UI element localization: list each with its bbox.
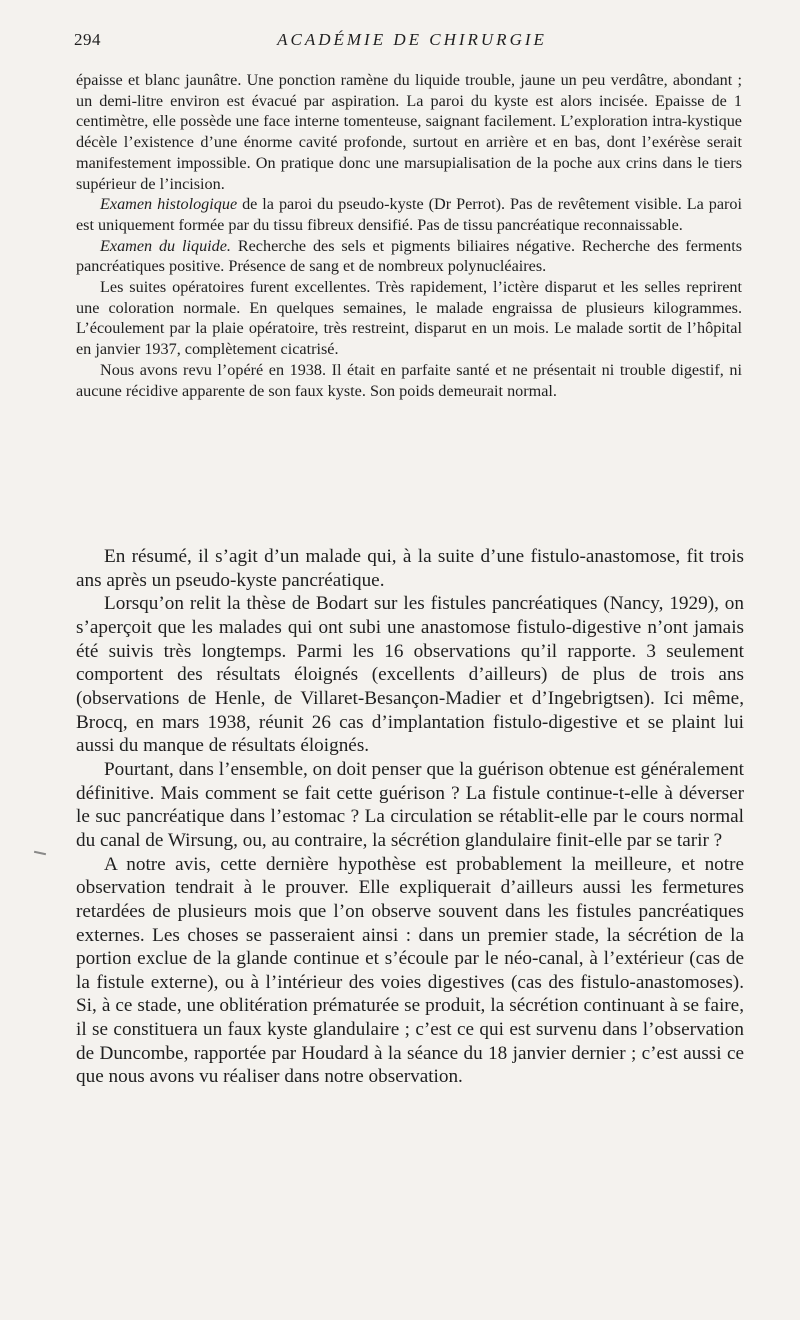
small-paragraph-5: Nous avons revu l’opéré en 1938. Il était en parfaite santé et ne présentait ni trouble digestif, ni aucune récidive apparente de son faux kyste. Son poids demeurait normal. xyxy=(76,360,742,400)
margin-mark xyxy=(34,851,46,855)
small-paragraph-4: Les suites opératoires furent excellentes. Très rapidement, l’ictère disparut et les selles reprirent une coloration normale. En quelques semaines, le malade engraissa de plusieurs kilogrammes. L’écoulement par la plaie opératoire, très restreint, disparut en un mois. Le malade sortit de l’hôpital en janvier 1937, complètement cicatrisé. xyxy=(76,278,742,359)
page-number: 294 xyxy=(74,30,101,49)
large-paragraph-1: En résumé, il s’agit d’un malade qui, à la suite d’une fistulo-anastomose, fit trois ans après un pseudo-kyste pancréatique. xyxy=(76,546,744,591)
large-paragraph-4: A notre avis, cette dernière hypothèse est probablement la meilleure, et notre observation tendrait à le prouver. Elle expliquerait d’ailleurs aussi les fermetures retardées de plusieurs mois que l’on observe souvent dans les fistules pancréatiques externes. Les choses se passeraient ainsi : dans un premier stade, la sécrétion de la portion exclue de la glande continue et s’écoule par le néo-canal, à l’extérieur (cas de la fistule externe), ou à l’intérieur des voies digestives (cas des fistulo-anastomoses). Si, à ce stade, une oblitération prématurée se produit, la sécrétion continuant à se faire, il se constituera un faux kyste glandulaire ; c’est ce qui est survenu dans l’observation de Duncombe, rapportée par Houdard à la séance du 18 janvier dernier ; c’est aussi ce que nous avons vu réaliser dans notre observation. xyxy=(76,853,744,1088)
large-paragraph-3: Pourtant, dans l’ensemble, on doit penser que la guérison obtenue est généralement définitive. Mais comment se fait cette guérison ? La fistule continue-t-elle à déverser le suc pancréatique dans l’estomac ? La circulation se rétablit-elle par le cours normal du canal de Wirsung, ou, au contraire, la sécrétion glandulaire finit-elle par se tarir ? xyxy=(76,758,744,851)
histology-text: de la paroi du pseudo-kyste (Dr Perrot). Pas de revêtement visible. La paroi est uniquement formée par du tissu fibreux densifié. Pas de tissu pancréatique reconnaissable. xyxy=(76,195,742,234)
small-paragraph-1: épaisse et blanc jaunâtre. Une ponction ramène du liquide trouble, jaune un peu verdâtre, abondant ; un demi-litre environ est évacué par aspiration. La paroi du kyste est alors incisée. Epaisse de 1 centimètre, elle possède une face interne tomenteuse, saignant facilement. L’exploration intra-kystique décèle l’existence d’une énorme cavité profonde, surtout en arrière et en bas, dont l’exérèse serait manifestement impossible. On pratique donc une marsupialisation de la poche aux crins dans le tiers supérieur de l’incision. xyxy=(76,71,742,193)
small-paragraph-2 xyxy=(76,194,742,235)
running-head: ACADÉMIE DE CHIRURGIE xyxy=(277,30,547,49)
small-paragraph-3 xyxy=(76,236,742,277)
case-report-section xyxy=(76,70,742,401)
liquid-exam-heading: Examen du liquide. xyxy=(100,236,231,255)
discussion-section xyxy=(76,545,744,1089)
liquid-exam-text: Recherche des sels et pigments biliaires négative. Recherche des ferments pancréatiques positive. Présence de sang et de nombreux polynucléaires. xyxy=(76,236,742,276)
page-header xyxy=(74,30,750,54)
histology-heading: Examen histologique xyxy=(100,195,238,214)
large-paragraph-2: Lorsqu’on relit la thèse de Bodart sur les fistules pancréatiques (Nancy, 1929), on s’aperçoit que les malades qui ont subi une anastomose fistulo-digestive n’ont jamais été suivis très longtemps. Parmi les 16 observations qu’il rapporte. 3 seulement comportent des résultats éloignés (excellents d’ailleurs) de plus de trois ans (observations de Henle, de Villaret-Besançon-Madier et d’Ingebrigtsen). Ici même, Brocq, en mars 1938, réunit 26 cas d’implantation fistulo-digestive et se plaint lui aussi du manque de résultats éloignés. xyxy=(76,593,744,757)
